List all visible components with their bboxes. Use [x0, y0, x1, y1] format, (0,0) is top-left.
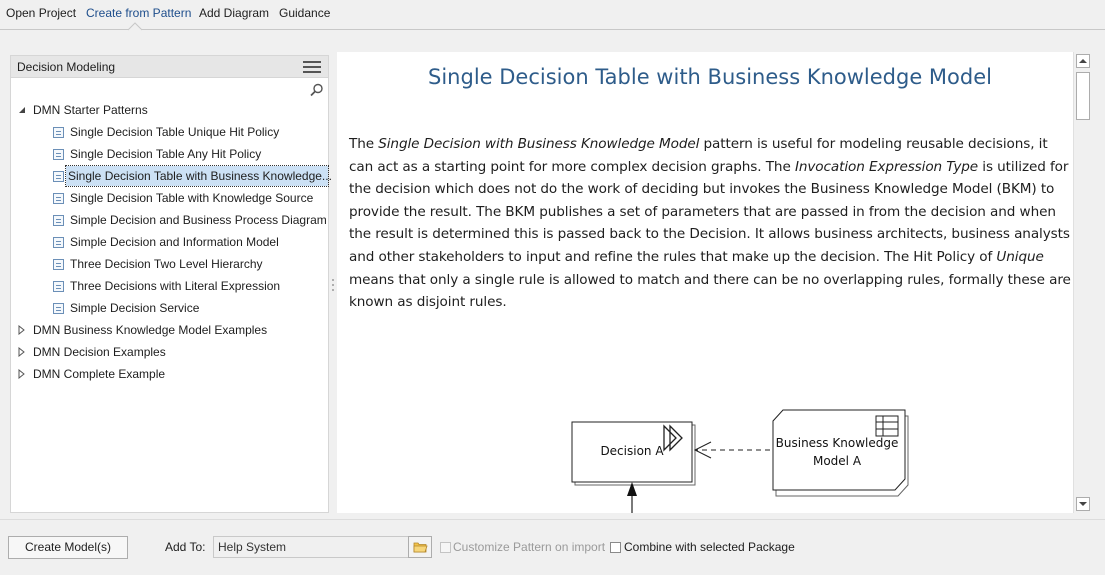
bkm-a-label-line1: Business Knowledge	[775, 436, 899, 450]
pattern-icon	[53, 149, 64, 160]
tree-item-label: Single Decision Table with Knowledge Source	[70, 191, 314, 205]
tab-bar	[0, 0, 1105, 30]
desc-emphasis: Unique	[996, 248, 1044, 265]
pattern-icon	[53, 171, 64, 182]
pattern-icon	[53, 259, 64, 270]
tab-add-diagram[interactable]: Add Diagram	[199, 6, 270, 20]
tree-item-label: DMN Business Knowledge Model Examples	[33, 323, 268, 337]
folder-icon	[409, 537, 431, 557]
tree-item[interactable]	[47, 188, 327, 208]
tree-item-selected[interactable]	[47, 166, 332, 186]
pattern-tree-panel	[10, 55, 332, 513]
tree-item-label: Simple Decision and Business Process Diagram	[70, 213, 327, 227]
tree-folder-dmn-bkm-examples[interactable]	[17, 320, 317, 340]
scroll-down-button[interactable]	[1076, 497, 1090, 511]
desc-text: is utilized for the decision which does not do the work of deciding but invokes the Business Knowledge Model (BKM) to provide the result. The BKM publishes a set of parameters that are passed in from the decision and when the result is determined this is passed back to the Decision. It allows business architects, business analysts and other stakeholders to input and refine the rules that make up the decision. The Hit Policy of	[349, 158, 1070, 265]
create-models-button[interactable]: Create Model(s)	[8, 536, 128, 559]
scroll-thumb[interactable]	[1076, 72, 1090, 120]
tree-item-label: Three Decision Two Level Hierarchy	[70, 257, 263, 271]
customize-pattern-label: Customize Pattern on import	[453, 540, 606, 554]
pattern-icon	[53, 215, 64, 226]
pattern-icon	[53, 193, 64, 204]
panel-header	[11, 56, 328, 78]
splitter-grip[interactable]	[331, 278, 335, 292]
decision-a-element	[572, 422, 695, 485]
desc-emphasis: Single Decision with Business Knowledge Model	[378, 136, 700, 152]
pattern-icon	[53, 127, 64, 138]
desc-text: pattern is useful for modeling reusable decisions, it can act as a starting point for more complex decision graphs. The	[349, 136, 1048, 175]
search-icon[interactable]	[310, 83, 324, 97]
decision-a-label: Decision A	[600, 444, 664, 458]
tree-item[interactable]	[47, 232, 327, 252]
pattern-icon	[53, 237, 64, 248]
desc-text: means that only a single rule is allowed to match and there can be no overlapping rules, formally these are known as disjoint rules.	[349, 271, 1071, 311]
active-tab-indicator	[128, 22, 142, 31]
panel-title: Decision Modeling	[17, 60, 116, 74]
vertical-scrollbar[interactable]	[1073, 52, 1091, 513]
tree-item-label: Single Decision Table with Business Knowledge...	[66, 166, 328, 186]
pattern-icon	[53, 303, 64, 314]
menu-icon[interactable]	[303, 61, 321, 73]
collapsed-arrow-icon[interactable]	[17, 347, 27, 357]
tab-open-project[interactable]: Open Project	[6, 6, 77, 20]
combine-package-checkbox[interactable]	[610, 542, 621, 553]
bkm-a-element	[773, 410, 908, 496]
tree-item-label: Simple Decision Service	[70, 301, 200, 315]
tree-item[interactable]	[47, 144, 327, 164]
tree-item-label: Three Decisions with Literal Expression	[70, 279, 281, 293]
tree-item-label: Single Decision Table Unique Hit Policy	[70, 125, 280, 139]
pattern-description-pane	[337, 52, 1073, 513]
browse-package-button[interactable]	[408, 536, 432, 558]
tree-folder-dmn-complete-example[interactable]	[17, 364, 317, 384]
tab-guidance[interactable]: Guidance	[279, 6, 331, 20]
tree-item-label: DMN Starter Patterns	[33, 103, 148, 117]
add-to-label: Add To:	[165, 540, 206, 554]
chevron-up-icon	[1077, 55, 1089, 67]
collapsed-arrow-icon[interactable]	[17, 369, 27, 379]
tree-item[interactable]	[47, 254, 327, 274]
expanded-arrow-icon[interactable]	[17, 105, 27, 115]
tab-create-from-pattern[interactable]: Create from Pattern	[86, 6, 192, 20]
collapsed-arrow-icon[interactable]	[17, 325, 27, 335]
customize-pattern-checkbox[interactable]	[440, 542, 451, 553]
scroll-up-button[interactable]	[1076, 54, 1090, 68]
bottom-separator	[0, 519, 1105, 520]
tree-item-label: Simple Decision and Information Model	[70, 235, 279, 249]
pattern-diagram-preview	[337, 52, 1073, 513]
tree-folder-dmn-decision-examples[interactable]	[17, 342, 317, 362]
pattern-icon	[53, 281, 64, 292]
desc-emphasis: Invocation Expression Type	[794, 158, 979, 175]
chevron-down-icon	[1077, 498, 1089, 510]
information-requirement-connector	[627, 482, 637, 513]
pattern-title: Single Decision Table with Business Knowledge Model	[428, 65, 992, 89]
tree-item-label: Single Decision Table Any Hit Policy	[70, 147, 262, 161]
combine-package-label: Combine with selected Package	[624, 540, 795, 554]
tree-item-label: DMN Complete Example	[33, 367, 166, 381]
desc-text: The	[349, 136, 379, 152]
add-to-field[interactable]	[213, 536, 409, 558]
tree-item[interactable]	[47, 276, 327, 296]
tree-item[interactable]	[47, 298, 327, 318]
knowledge-requirement-connector	[695, 442, 770, 458]
tree-item[interactable]	[47, 210, 327, 230]
tree-folder-dmn-starter-patterns[interactable]	[17, 100, 317, 120]
bkm-a-label-line2: Model A	[812, 454, 862, 468]
tree-item-label: DMN Decision Examples	[33, 345, 166, 359]
tree-item[interactable]	[47, 122, 327, 142]
